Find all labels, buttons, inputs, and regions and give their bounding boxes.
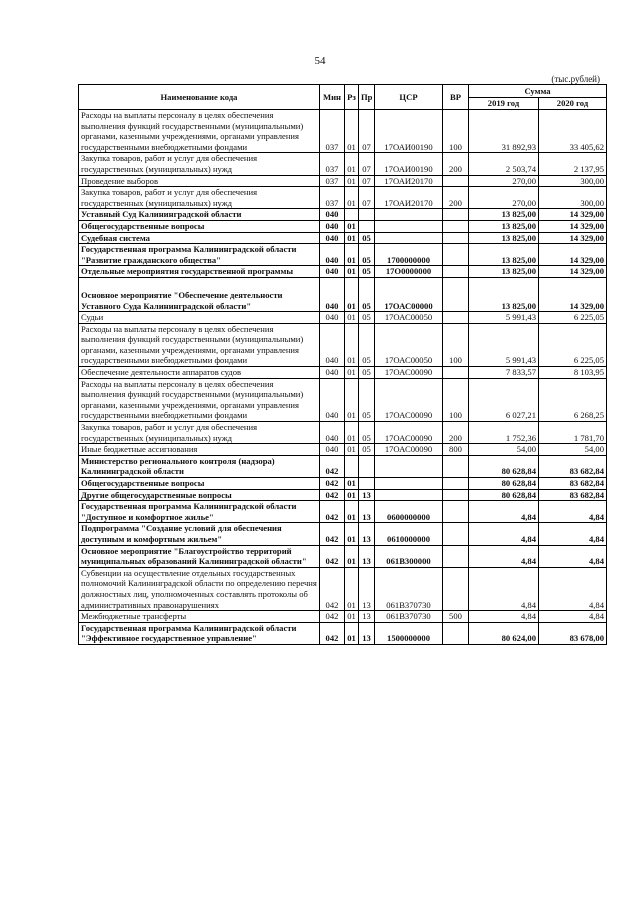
table-row — [79, 501, 607, 523]
col-header-csr: ЦСР — [375, 85, 443, 110]
row-name: Отдельные мероприятия государственной программы — [79, 266, 320, 278]
row-min: 042 — [320, 567, 345, 610]
row-name: Судебная система — [79, 232, 320, 244]
row-vr: 100 — [443, 110, 469, 153]
page-number: 54 — [314, 55, 326, 67]
row-sum-2020: 54,00 — [539, 444, 607, 456]
row-min: 037 — [320, 187, 345, 209]
row-rz: 01 — [345, 277, 359, 311]
row-sum-2019: 2 503,74 — [469, 153, 539, 175]
row-sum-2020: 4,84 — [539, 501, 607, 523]
row-rz: 01 — [345, 523, 359, 545]
row-pr: 13 — [359, 545, 375, 567]
table-row — [79, 367, 607, 379]
row-csr: 17О0000000 — [375, 266, 443, 278]
row-pr: 05 — [359, 312, 375, 324]
row-rz: 01 — [345, 367, 359, 379]
row-vr — [443, 220, 469, 232]
row-rz: 01 — [345, 110, 359, 153]
table-row — [79, 323, 607, 366]
table-row — [79, 611, 607, 623]
row-csr: 17ОАС00090 — [375, 444, 443, 456]
row-pr: 05 — [359, 277, 375, 311]
row-sum-2020: 83 682,84 — [539, 489, 607, 501]
row-csr — [375, 220, 443, 232]
unit-label: (тыс.рублей) — [551, 74, 600, 84]
table-row — [79, 622, 607, 644]
row-sum-2019: 13 825,00 — [469, 220, 539, 232]
row-name: Уставный Суд Калининградской области — [79, 209, 320, 221]
row-pr: 13 — [359, 501, 375, 523]
row-min: 042 — [320, 489, 345, 501]
row-min: 040 — [320, 367, 345, 379]
row-min: 040 — [320, 244, 345, 266]
row-sum-2020: 4,84 — [539, 567, 607, 610]
row-csr: 061В300000 — [375, 545, 443, 567]
row-name: Закупка товаров, работ и услуг для обеспечения государственных (муниципальных) нужд — [79, 153, 320, 175]
row-sum-2019: 80 624,00 — [469, 622, 539, 644]
row-csr — [375, 455, 443, 477]
row-csr: 17ОАС00000 — [375, 277, 443, 311]
row-sum-2020: 300,00 — [539, 187, 607, 209]
row-csr: 17ОАИ00190 — [375, 110, 443, 153]
row-rz: 01 — [345, 266, 359, 278]
row-sum-2019: 80 628,84 — [469, 478, 539, 490]
row-min: 040 — [320, 277, 345, 311]
row-sum-2020: 300,00 — [539, 175, 607, 187]
row-sum-2019: 31 892,93 — [469, 110, 539, 153]
row-min: 040 — [320, 220, 345, 232]
row-vr: 200 — [443, 422, 469, 444]
row-csr: 1500000000 — [375, 622, 443, 644]
row-pr: 05 — [359, 422, 375, 444]
row-pr: 07 — [359, 175, 375, 187]
row-pr: 05 — [359, 244, 375, 266]
row-sum-2020: 6 225,05 — [539, 312, 607, 324]
table-row — [79, 455, 607, 477]
row-sum-2020: 83 682,84 — [539, 478, 607, 490]
row-sum-2019: 13 825,00 — [469, 244, 539, 266]
row-pr — [359, 220, 375, 232]
row-min: 042 — [320, 478, 345, 490]
row-csr: 17ОАС00050 — [375, 323, 443, 366]
row-vr — [443, 277, 469, 311]
table-row — [79, 187, 607, 209]
row-name: Иные бюджетные ассигнования — [79, 444, 320, 456]
row-csr — [375, 489, 443, 501]
row-name: Министерство регионального контроля (надзора) Калининградской области — [79, 455, 320, 477]
row-name: Основное мероприятие "Обеспечение деятельности Уставного Суда Калининградской области" — [79, 277, 320, 311]
col-header-sum: Сумма — [469, 85, 607, 98]
row-name: Расходы на выплаты персоналу в целях обеспечения выполнения функций государственными (муниципальными) органами, казенными учреждениями, органами управления государственными внебюджетными фондами — [79, 110, 320, 153]
row-sum-2019: 270,00 — [469, 175, 539, 187]
col-header-name: Наименование кода — [79, 85, 320, 110]
row-pr: 13 — [359, 567, 375, 610]
row-sum-2020: 14 329,00 — [539, 266, 607, 278]
row-rz: 01 — [345, 153, 359, 175]
row-sum-2020: 6 268,25 — [539, 378, 607, 421]
col-header-2020: 2020 год — [539, 98, 607, 110]
row-min: 042 — [320, 501, 345, 523]
row-rz: 01 — [345, 567, 359, 610]
row-name: Государственная программа Калининградской области "Развитие гражданского общества" — [79, 244, 320, 266]
table-row — [79, 545, 607, 567]
row-min: 042 — [320, 622, 345, 644]
col-header-pr: Пр — [359, 85, 375, 110]
row-pr: 05 — [359, 367, 375, 379]
row-sum-2020: 6 225,05 — [539, 323, 607, 366]
row-sum-2019: 4,84 — [469, 523, 539, 545]
table-row — [79, 312, 607, 324]
row-vr: 100 — [443, 323, 469, 366]
row-sum-2019: 5 991,43 — [469, 323, 539, 366]
row-sum-2020: 4,84 — [539, 523, 607, 545]
row-sum-2020: 8 103,95 — [539, 367, 607, 379]
row-name: Государственная программа Калининградской области "Доступное и комфортное жилье" — [79, 501, 320, 523]
row-vr — [443, 367, 469, 379]
row-sum-2020: 4,84 — [539, 611, 607, 623]
row-sum-2020: 14 329,00 — [539, 232, 607, 244]
row-pr: 07 — [359, 187, 375, 209]
row-sum-2019: 4,84 — [469, 567, 539, 610]
row-csr — [375, 209, 443, 221]
row-csr: 17ОАС00090 — [375, 422, 443, 444]
row-sum-2019: 13 825,00 — [469, 232, 539, 244]
row-min: 040 — [320, 378, 345, 421]
row-min: 040 — [320, 232, 345, 244]
row-sum-2020: 4,84 — [539, 545, 607, 567]
row-csr — [375, 478, 443, 490]
row-rz: 01 — [345, 378, 359, 421]
row-vr: 100 — [443, 378, 469, 421]
row-sum-2019: 7 833,57 — [469, 367, 539, 379]
table-row — [79, 266, 607, 278]
col-header-min: Мин — [320, 85, 345, 110]
row-sum-2019: 4,84 — [469, 545, 539, 567]
row-pr: 05 — [359, 232, 375, 244]
row-csr: 17ОАС00050 — [375, 312, 443, 324]
row-rz: 01 — [345, 622, 359, 644]
row-sum-2019: 80 628,84 — [469, 489, 539, 501]
row-min: 042 — [320, 523, 345, 545]
table-row — [79, 175, 607, 187]
row-sum-2019: 4,84 — [469, 501, 539, 523]
row-rz: 01 — [345, 611, 359, 623]
row-pr: 05 — [359, 323, 375, 366]
row-sum-2019: 13 825,00 — [469, 209, 539, 221]
budget-table — [78, 84, 607, 645]
row-name: Закупка товаров, работ и услуг для обеспечения государственных (муниципальных) нужд — [79, 422, 320, 444]
row-sum-2020: 14 329,00 — [539, 209, 607, 221]
row-min: 040 — [320, 444, 345, 456]
row-rz: 01 — [345, 220, 359, 232]
table-row — [79, 110, 607, 153]
row-sum-2020: 14 329,00 — [539, 220, 607, 232]
col-header-2019: 2019 год — [469, 98, 539, 110]
row-name: Подпрограмма "Создание условий для обеспечения доступным и комфортным жильем" — [79, 523, 320, 545]
row-rz: 01 — [345, 175, 359, 187]
row-min: 042 — [320, 545, 345, 567]
row-name: Основное мероприятие "Благоустройство территорий муниципальных образований Калининградской области" — [79, 545, 320, 567]
row-sum-2020: 83 682,84 — [539, 455, 607, 477]
row-vr: 200 — [443, 153, 469, 175]
table-row — [79, 422, 607, 444]
row-sum-2020: 14 329,00 — [539, 244, 607, 266]
table-row — [79, 378, 607, 421]
row-pr: 05 — [359, 266, 375, 278]
row-vr — [443, 478, 469, 490]
row-name: Общегосударственные вопросы — [79, 220, 320, 232]
row-vr — [443, 455, 469, 477]
table-row — [79, 567, 607, 610]
row-sum-2020: 14 329,00 — [539, 277, 607, 311]
row-csr — [375, 232, 443, 244]
table-row — [79, 277, 607, 311]
table-row — [79, 489, 607, 501]
row-sum-2019: 54,00 — [469, 444, 539, 456]
row-min: 042 — [320, 455, 345, 477]
row-csr: 17ОАИ20170 — [375, 175, 443, 187]
col-header-vr: ВР — [443, 85, 469, 110]
row-pr: 05 — [359, 444, 375, 456]
row-rz: 01 — [345, 478, 359, 490]
row-sum-2019: 6 027,21 — [469, 378, 539, 421]
row-csr: 1700000000 — [375, 244, 443, 266]
row-vr — [443, 489, 469, 501]
row-sum-2020: 1 781,70 — [539, 422, 607, 444]
row-min: 040 — [320, 209, 345, 221]
row-min: 037 — [320, 110, 345, 153]
row-pr: 13 — [359, 523, 375, 545]
col-header-rz: Рз — [345, 85, 359, 110]
row-sum-2020: 33 405,62 — [539, 110, 607, 153]
table-row — [79, 523, 607, 545]
row-pr: 07 — [359, 153, 375, 175]
row-vr — [443, 567, 469, 610]
row-name: Межбюджетные трансферты — [79, 611, 320, 623]
row-csr: 0600000000 — [375, 501, 443, 523]
row-rz: 01 — [345, 312, 359, 324]
row-csr: 17ОАС00090 — [375, 378, 443, 421]
row-rz: 01 — [345, 422, 359, 444]
row-min: 040 — [320, 312, 345, 324]
row-vr — [443, 545, 469, 567]
row-min: 040 — [320, 266, 345, 278]
row-pr: 05 — [359, 378, 375, 421]
row-name: Проведение выборов — [79, 175, 320, 187]
row-rz: 01 — [345, 187, 359, 209]
row-name: Государственная программа Калининградской области "Эффективное государственное управление" — [79, 622, 320, 644]
row-vr — [443, 244, 469, 266]
row-pr: 07 — [359, 110, 375, 153]
row-min: 037 — [320, 175, 345, 187]
row-rz — [345, 455, 359, 477]
row-pr: 13 — [359, 622, 375, 644]
row-min: 037 — [320, 153, 345, 175]
table-row — [79, 244, 607, 266]
row-rz: 01 — [345, 323, 359, 366]
row-vr — [443, 622, 469, 644]
row-vr — [443, 312, 469, 324]
row-sum-2020: 2 137,95 — [539, 153, 607, 175]
row-pr — [359, 478, 375, 490]
row-pr: 13 — [359, 489, 375, 501]
row-vr — [443, 175, 469, 187]
row-sum-2019: 80 628,84 — [469, 455, 539, 477]
row-vr — [443, 266, 469, 278]
row-vr: 800 — [443, 444, 469, 456]
row-csr: 17ОАС00090 — [375, 367, 443, 379]
row-csr: 0610000000 — [375, 523, 443, 545]
row-vr — [443, 209, 469, 221]
row-csr: 17ОАИ20170 — [375, 187, 443, 209]
row-vr — [443, 523, 469, 545]
row-pr — [359, 209, 375, 221]
row-min: 040 — [320, 422, 345, 444]
row-sum-2019: 1 752,36 — [469, 422, 539, 444]
row-sum-2019: 13 825,00 — [469, 277, 539, 311]
table-row — [79, 232, 607, 244]
row-sum-2020: 83 678,00 — [539, 622, 607, 644]
row-name: Общегосударственные вопросы — [79, 478, 320, 490]
row-pr: 13 — [359, 611, 375, 623]
row-rz: 01 — [345, 545, 359, 567]
row-sum-2019: 5 991,43 — [469, 312, 539, 324]
row-min: 040 — [320, 323, 345, 366]
row-name: Расходы на выплаты персоналу в целях обеспечения выполнения функций государственными (муниципальными) органами, казенными учреждениями, органами управления государственными внебюджетными фондами — [79, 323, 320, 366]
row-rz: 01 — [345, 489, 359, 501]
row-min: 042 — [320, 611, 345, 623]
row-pr — [359, 455, 375, 477]
row-rz: 01 — [345, 232, 359, 244]
row-csr: 061В370730 — [375, 567, 443, 610]
row-sum-2019: 4,84 — [469, 611, 539, 623]
row-name: Судьи — [79, 312, 320, 324]
row-csr: 17ОАИ00190 — [375, 153, 443, 175]
row-vr — [443, 232, 469, 244]
row-csr: 061В370730 — [375, 611, 443, 623]
row-name: Обеспечение деятельности аппаратов судов — [79, 367, 320, 379]
row-vr: 200 — [443, 187, 469, 209]
row-name: Другие общегосударственные вопросы — [79, 489, 320, 501]
row-rz — [345, 209, 359, 221]
row-name: Субвенции на осуществление отдельных государственных полномочий Калининградской области по определению перечня должностных лиц, уполномоченных составлять протоколы об административных правонарушениях — [79, 567, 320, 610]
row-rz: 01 — [345, 444, 359, 456]
row-name: Расходы на выплаты персоналу в целях обеспечения выполнения функций государственными (муниципальными) органами, казенными учреждениями, органами управления государственными внебюджетными фондами — [79, 378, 320, 421]
row-name: Закупка товаров, работ и услуг для обеспечения государственных (муниципальных) нужд — [79, 187, 320, 209]
row-vr: 500 — [443, 611, 469, 623]
row-sum-2019: 13 825,00 — [469, 266, 539, 278]
table-row — [79, 478, 607, 490]
table-row — [79, 444, 607, 456]
table-row — [79, 209, 607, 221]
row-rz: 01 — [345, 501, 359, 523]
row-vr — [443, 501, 469, 523]
table-row — [79, 153, 607, 175]
row-sum-2019: 270,00 — [469, 187, 539, 209]
table-row — [79, 220, 607, 232]
row-rz: 01 — [345, 244, 359, 266]
